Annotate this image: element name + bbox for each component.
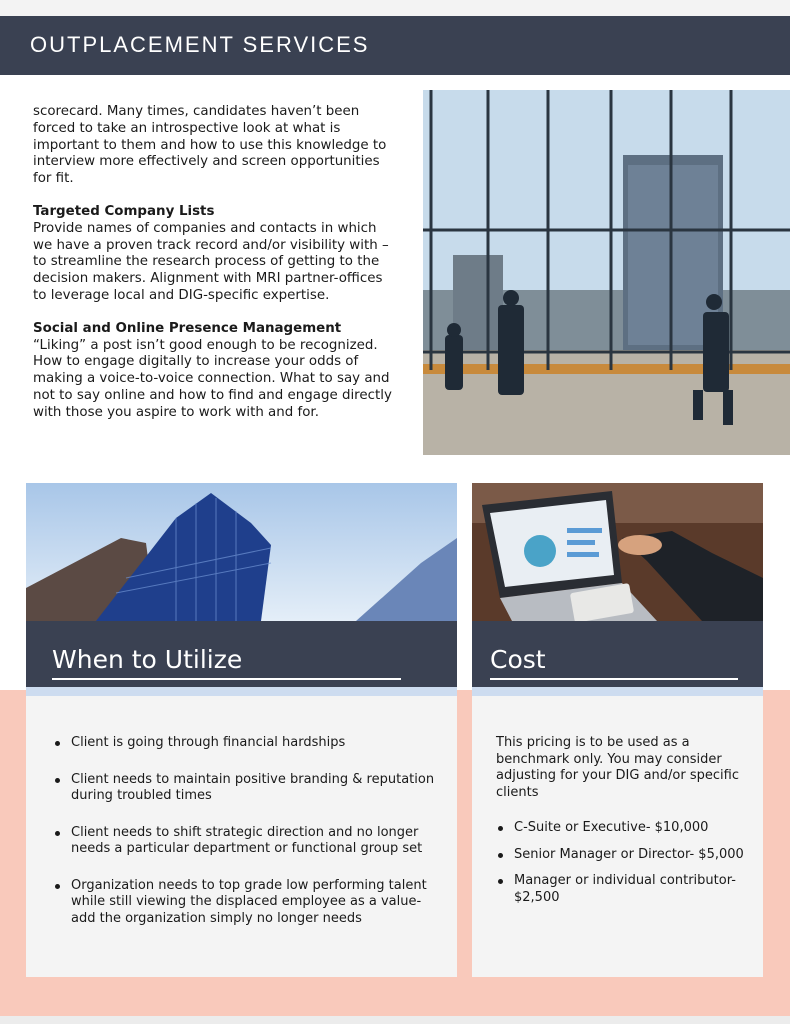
section-body: Provide names of companies and contacts in which we have a proven track record and/or visibility with – to streamline the research process of getting to the decision makers. Alignment with MRI partner-offices to leverage local and DIG-specific expertise. — [33, 220, 389, 303]
card-accent-stripe — [26, 687, 457, 696]
price-item: Senior Manager or Director- $5,000 — [496, 847, 746, 864]
screen-bar — [567, 552, 599, 557]
section-social-online-presence — [33, 321, 398, 422]
window-ledge — [423, 364, 790, 374]
title-underline — [52, 678, 401, 680]
office-window-illustration — [423, 90, 790, 455]
when-to-utilize-list — [53, 735, 438, 947]
intro-text-column — [33, 104, 398, 438]
list-item: Client needs to maintain positive branding & reputation during troubled times — [53, 772, 438, 805]
pricing-list — [496, 820, 746, 916]
building-photo — [26, 483, 457, 621]
list-item: Client needs to shift strategic direction and no longer needs a particular department or functional group set — [53, 825, 438, 858]
bottom-margin-strip — [0, 1016, 790, 1024]
intro-lead-paragraph: scorecard. Many times, candidates haven’t been forced to take an introspective look at what is important to them and how to use this knowledge to interview more effectively and screen opportunities for fit. — [33, 104, 387, 187]
hand — [618, 535, 662, 555]
card-title: Cost — [490, 645, 546, 674]
price-item: Manager or individual contributor- $2,500 — [496, 873, 746, 906]
card-title-band — [472, 621, 763, 687]
section-heading: Targeted Company Lists — [33, 203, 215, 219]
building-illustration — [26, 483, 457, 621]
card-title: When to Utilize — [52, 645, 243, 674]
screen-bar — [567, 528, 602, 533]
list-item: Client is going through financial hardships — [53, 735, 438, 752]
cost-card — [472, 483, 763, 977]
laptop-illustration — [472, 483, 763, 621]
title-underline — [490, 678, 738, 680]
section-targeted-company-lists — [33, 204, 398, 305]
laptop-photo — [472, 483, 763, 621]
when-to-utilize-card — [26, 483, 457, 977]
screen-bar — [567, 540, 595, 545]
screen-chart — [524, 535, 556, 567]
page-title: OUTPLACEMENT SERVICES — [30, 32, 370, 57]
list-item: Organization needs to top grade low performing talent while still viewing the displaced employee as a value-add the organization simply no longer needs — [53, 878, 438, 928]
pricing-note: This pricing is to be used as a benchmark only. You may consider adjusting for your DIG and/or specific clients — [496, 735, 739, 800]
office-window-photo — [423, 90, 790, 455]
section-heading: Social and Online Presence Management — [33, 320, 342, 336]
card-accent-stripe — [472, 687, 763, 696]
top-margin-strip — [0, 0, 790, 16]
price-item: C-Suite or Executive- $10,000 — [496, 820, 746, 837]
section-body: “Liking” a post isn’t good enough to be recognized. How to engage digitally to increase your odds of making a voice-to-voice connection. What to say and not to say online and how to find and engage directly with those you aspire to work with and for. — [33, 337, 392, 420]
card-title-band — [26, 621, 457, 687]
